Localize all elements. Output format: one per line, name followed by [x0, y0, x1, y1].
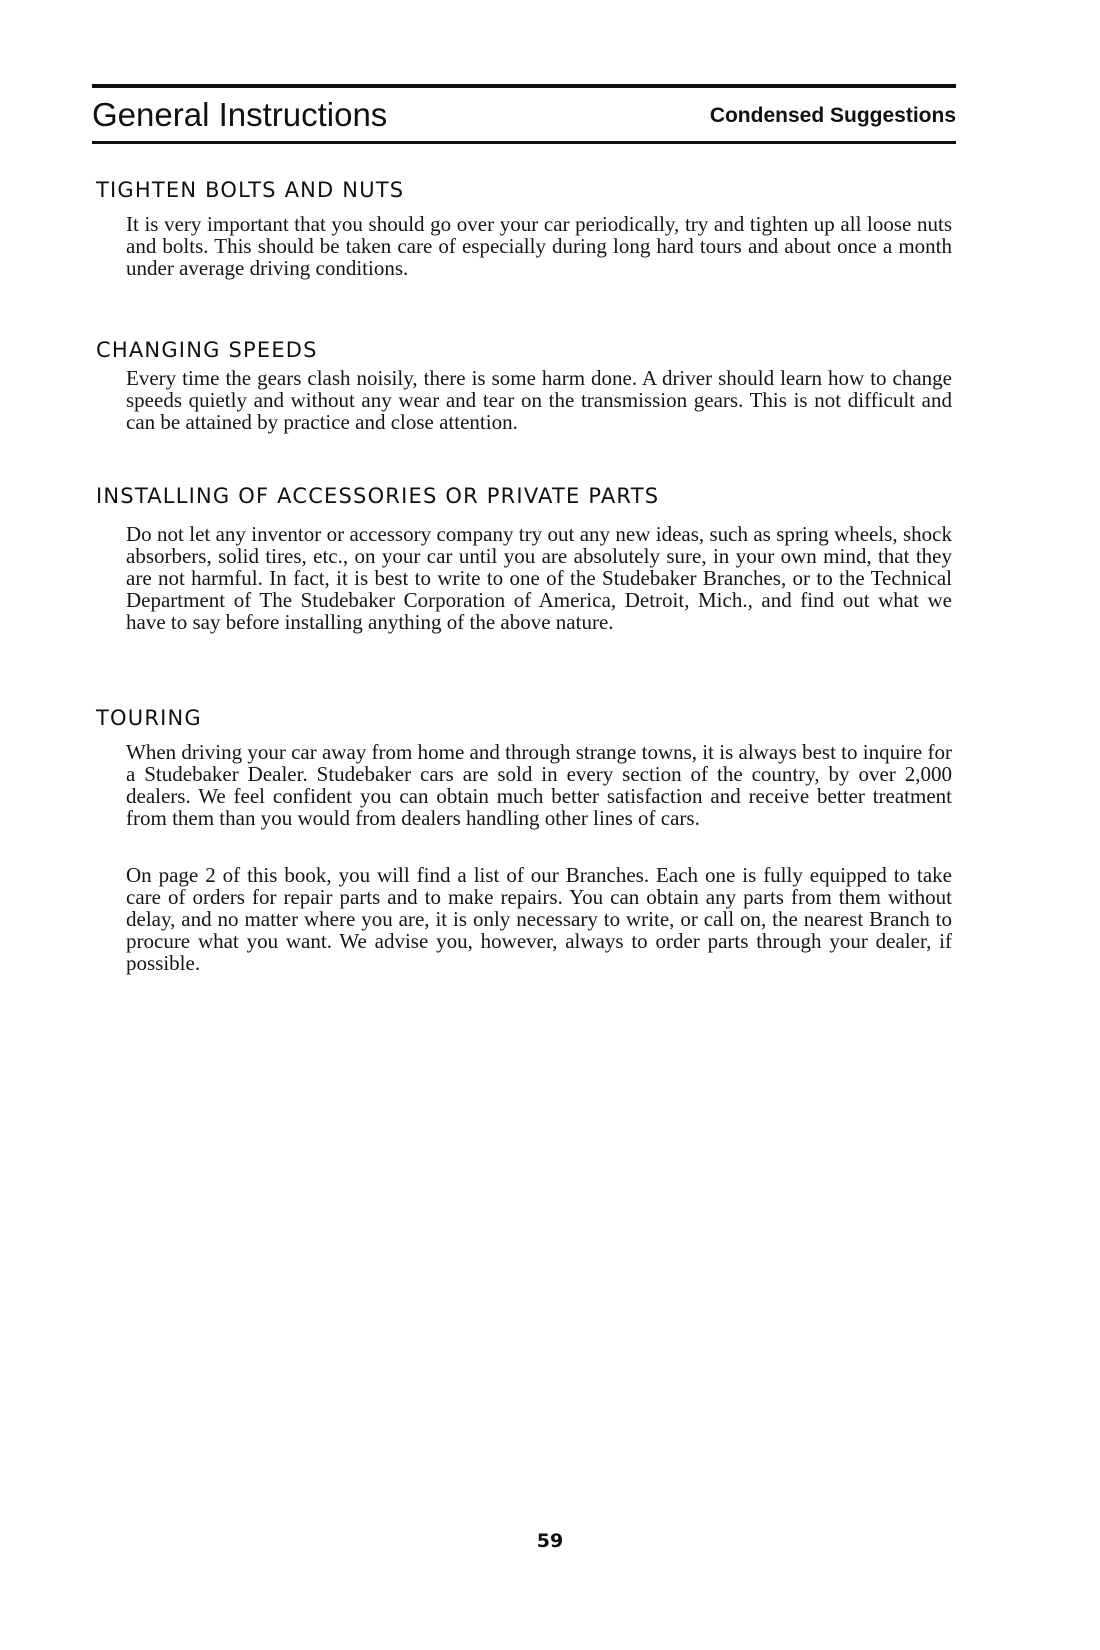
header-bottom-rule [92, 141, 956, 144]
header-top-rule [92, 84, 956, 88]
section-subtitle: Condensed Suggestions [709, 104, 956, 127]
running-head [92, 92, 956, 138]
chapter-title: General Instructions [92, 96, 388, 133]
paragraph-touring-branches: On page 2 of this book, you will find a list of our Branches. Each one is fully equipped to take care of orders for repair parts and to make repairs. You can obtain any parts from them without delay, and no matter where you are, it is only necessary to write, or call on, the nearest Branch to procure what you want. We advise you, however, always to order parts through your dealer, if possible. [126, 863, 952, 975]
heading-installing-accessories: INSTALLING OF ACCESSORIES OR PRIVATE PARTS [96, 484, 660, 508]
page-number: 59 [536, 1530, 564, 1552]
heading-touring: TOURING [96, 706, 202, 730]
paragraph-tighten-bolts: It is very important that you should go over your car periodically, try and tighten up all loose nuts and bolts. This should be taken care of especially during long hard tours and about once a month under average driving conditions. [126, 212, 952, 280]
paragraph-changing-speeds: Every time the gears clash noisily, there is some harm done. A driver should learn how to change speeds quietly and without any wear and tear on the transmission gears. This is not difficult and can be attained by practice and close attention. [126, 366, 952, 434]
heading-changing-speeds: CHANGING SPEEDS [96, 338, 318, 362]
paragraph-touring-dealers: When driving your car away from home and through strange towns, it is always best to inquire for a Studebaker Dealer. Studebaker cars are sold in every section of the country, by over 2,000 dealers. We feel confident you can obtain much better satisfaction and receive better treatment from them than you would from dealers handling other lines of cars. [126, 740, 952, 830]
paragraph-installing-accessories: Do not let any inventor or accessory company try out any new ideas, such as spring wheels, shock absorbers, solid tires, etc., on your car until you are absolutely sure, in your own mind, that they are not harmful. In fact, it is best to write to one of the Studebaker Branches, or to the Technical Department of The Studebaker Corporation of America, Detroit, Mich., and find out what we have to say before installing anything of the above nature. [126, 522, 952, 634]
heading-tighten-bolts: TIGHTEN BOLTS AND NUTS [96, 178, 405, 202]
